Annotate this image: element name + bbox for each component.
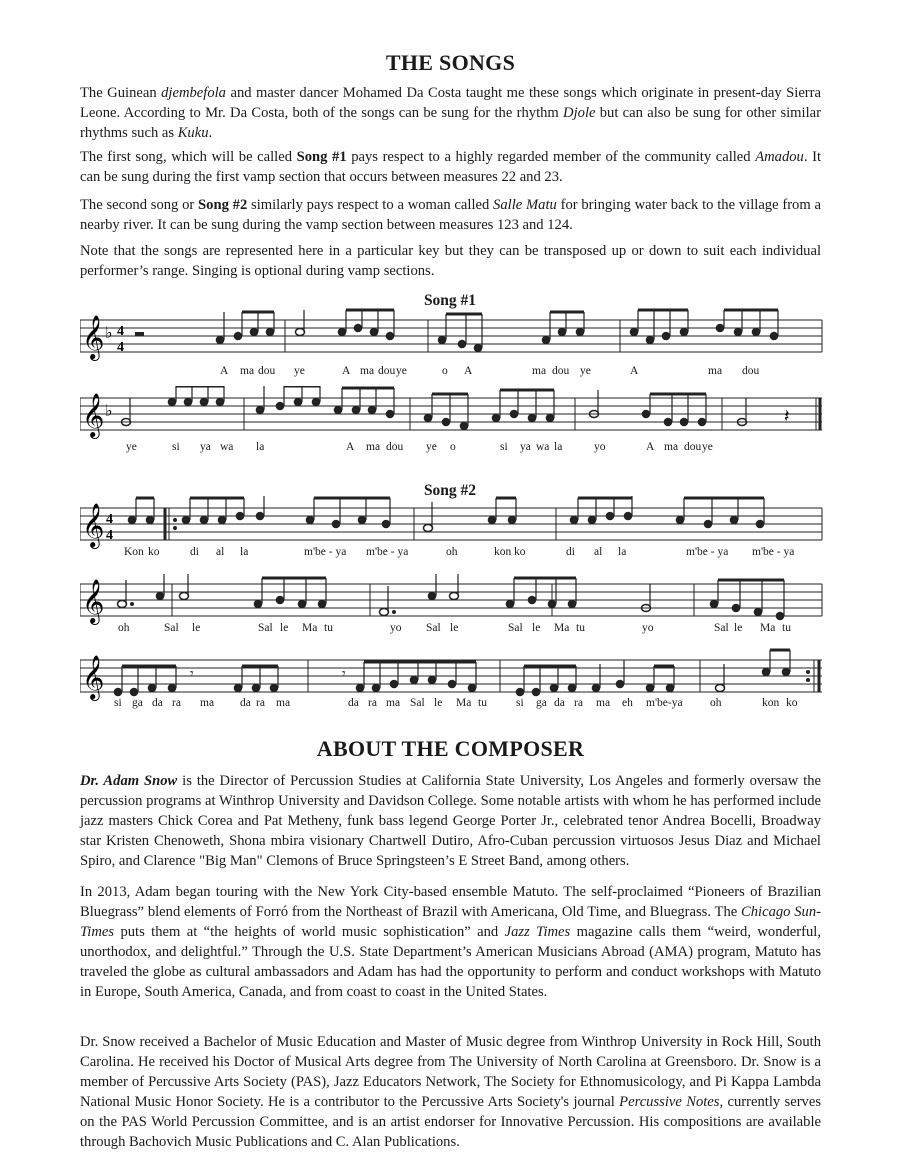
text-run: Chicago Sun-Times	[80, 904, 821, 940]
lyric-syllable: ga	[132, 697, 143, 709]
lyric-syllable: ye	[126, 441, 137, 453]
lyric-syllable: Ma	[760, 622, 776, 634]
lyric-syllable: le	[532, 622, 541, 634]
songs-intro-paragraph-1	[80, 83, 821, 143]
lyric-syllable: da	[240, 697, 251, 709]
songs-intro-paragraph-4	[80, 241, 821, 281]
text-run: pays respect to a highly regarded member of the community called	[346, 149, 756, 165]
staff-lines	[80, 320, 822, 352]
lyric-syllable: Sal	[426, 622, 441, 634]
song1-beams-1	[242, 310, 778, 314]
lyric-syllable: Sal	[258, 622, 273, 634]
lyric-syllable: dou	[684, 441, 702, 453]
lyric-syllable: A	[646, 441, 655, 453]
svg-text:𝄞: 𝄞	[82, 503, 105, 547]
svg-text:𝄞: 𝄞	[82, 579, 105, 623]
composer-bio-paragraph-1	[80, 771, 821, 871]
lyric-syllable: da	[348, 697, 359, 709]
lyric-syllable: al	[216, 546, 225, 558]
text-run: .	[208, 125, 213, 141]
lyric-syllable: si	[516, 697, 524, 709]
text-run: Amadou	[755, 149, 804, 165]
lyric-syllable: m'be - ya	[304, 546, 347, 558]
lyric-syllable: da	[554, 697, 565, 709]
lyric-syllable: dou	[378, 365, 396, 377]
lyric-syllable: si	[172, 441, 180, 453]
flat-sign: ♭	[105, 323, 113, 342]
lyric-syllable: ma	[360, 365, 375, 377]
lyric-syllable: ma	[386, 697, 401, 709]
composer-heading: ABOUT THE COMPOSER	[316, 736, 585, 761]
text-run: but can also be sung for other similar rhythms such as	[80, 105, 821, 141]
quarter-rest: 𝄽	[784, 406, 790, 427]
lyric-syllable: Sal	[410, 697, 425, 709]
lyric-syllable: dou	[552, 365, 570, 377]
lyric-syllable: ye	[396, 365, 407, 377]
lyric-syllable: Ma	[554, 622, 570, 634]
song1-lyrics-1	[80, 365, 821, 383]
song1-stems-1	[224, 310, 778, 348]
songs-intro-paragraph-2	[80, 147, 821, 187]
lyric-syllable: la	[618, 546, 627, 558]
svg-text:♭: ♭	[105, 401, 113, 420]
lyric-syllable: m'be - ya	[366, 546, 409, 558]
lyric-syllable: le	[734, 622, 743, 634]
lyric-syllable: di	[190, 546, 199, 558]
lyric-syllable: A	[464, 365, 473, 377]
lyric-syllable: Sal	[714, 622, 729, 634]
text-run: and master dancer Mohamed Da Costa taught me these songs which originate in present-day Sierra Leone. According to Mr. Da Costa, both of the songs can be sung for the rhythm	[80, 85, 821, 121]
lyric-syllable: m'be - ya	[686, 546, 729, 558]
time-signature-top: 4	[117, 324, 124, 339]
text-run: puts them at “the heights of world music sophistication” and	[114, 924, 505, 940]
repeat-dot-top	[173, 518, 177, 522]
text-run: Dr. Snow received a Bachelor of Music Education and Master of Music degree from Winthrop University in Rock Hill, South Carolina. He received his Doctor of Musical Arts degree from The University of North Carolina at Greensboro. Dr. Snow is a member of Percussive Arts Society (PAS), Jazz Educators Network, The Society for Ethnomusicology, and Pi Kappa Lambda National Music Honor Society. He is a contributor to the Percussive Arts Society's journal	[80, 1034, 821, 1110]
text-run: for bringing water back to the village from a nearby river. It can be sung during the vamp section between measures 123 and 124.	[80, 197, 821, 233]
text-run: The second song or	[80, 197, 199, 213]
songs-heading: THE SONGS	[385, 50, 516, 75]
song2-lyrics-1	[80, 546, 821, 564]
lyric-syllable: ye	[702, 441, 713, 453]
lyric-syllable: yo	[390, 622, 402, 634]
lyric-syllable: la	[256, 441, 265, 453]
lyric-syllable: si	[500, 441, 508, 453]
lyric-syllable: ma	[532, 365, 547, 377]
lyric-syllable: A	[346, 441, 355, 453]
text-run: magazine calls them “weird, wonderful, unorthodox, and delightful.” Through the U.S. State Department’s American Musicians Abroad (AMA) program, Matuto has traveled the globe as cultural ambassadors and Adam has had the opportunity to perform and conduct workshops with Matuto in Europe, South America, Canada, and from coast to coast in the United States.	[80, 924, 821, 1000]
text-run: Jazz Times	[504, 924, 571, 940]
text-run: djembefola	[161, 85, 226, 101]
svg-text:4: 4	[106, 512, 113, 527]
text-run: is the Director of Percussion Studies at California State University, Los Angeles and formerly oversaw the percussion programs at Winthrop University and Davidson College. Some notable artists with whom he has performed include jazz masters Chick Corea and Pat Metheny, funk bass legend George Porter Jr., celebrated tenor Andrea Bocelli, Broadway star Kristen Chenoweth, Shona mbira visionary Chartwell Dutiro, Afro-Cuban percussion virtuosos Jesus Diaz and Michael Spiro, and Clarence "Big Man" Clemons of Bruce Springsteen’s E Street Band, among others.	[80, 773, 821, 869]
lyric-syllable: ra	[256, 697, 265, 709]
repeat-dot-bottom	[173, 526, 177, 530]
text-run: , currently serves on the PAS World Percussion Committee, and is an artist endorser for Innovative Percussion. His compositions are available through Bachovich Music Publications and C. Alan Publications.	[80, 1094, 822, 1150]
text-run: The Guinean	[80, 85, 162, 101]
text-run: In 2013, Adam began touring with the New York City-based ensemble Matuto. The self-proclaimed “Pioneers of Brazilian Bluegrass” blend elements of Forró from the Northeast of Brazil with Americana, Old Time, and Bluegrass. The	[80, 884, 821, 920]
lyric-syllable: le	[280, 622, 289, 634]
lyric-syllable: ra	[368, 697, 377, 709]
lyric-syllable: A	[220, 365, 229, 377]
lyric-syllable: tu	[478, 697, 487, 709]
text-run: Dr. Adam Snow	[80, 773, 178, 789]
text-run: similarly pays respect to a woman called	[247, 197, 494, 213]
lyric-syllable: tu	[324, 622, 333, 634]
svg-text:𝄞: 𝄞	[82, 655, 105, 699]
lyric-syllable: oh	[710, 697, 722, 709]
lyric-syllable: oh	[118, 622, 130, 634]
text-run: Percussive Notes	[619, 1094, 720, 1110]
lyric-syllable: ma	[276, 697, 291, 709]
lyric-syllable: ye	[294, 365, 305, 377]
song2-lyrics-3	[80, 697, 821, 715]
lyric-syllable: eh	[622, 697, 633, 709]
text-run: Salle Matu	[493, 197, 557, 213]
lyric-syllable: ye	[426, 441, 437, 453]
lyric-syllable: la	[240, 546, 249, 558]
lyric-syllable: oh	[446, 546, 458, 558]
lyric-syllable: ma	[664, 441, 679, 453]
song1-lyrics-2	[80, 441, 821, 459]
lyric-syllable: A	[630, 365, 639, 377]
text-run: The first song, which will be called	[80, 149, 297, 165]
svg-text:𝄾: 𝄾	[190, 666, 194, 682]
songs-intro-paragraph-3	[80, 195, 821, 235]
lyric-syllable: le	[434, 697, 443, 709]
lyric-syllable: tu	[782, 622, 791, 634]
text-run: Note that the songs are represented here in a particular key but they can be transposed up or down to suit each individual performer’s range. Singing is optional during vamp sections.	[80, 243, 821, 279]
treble-clef: 𝄞	[82, 315, 105, 359]
composer-bio-paragraph-3	[80, 1032, 821, 1152]
lyric-syllable: ma	[240, 365, 255, 377]
lyric-syllable: wa	[536, 441, 550, 453]
lyric-syllable: ma	[366, 441, 381, 453]
lyric-syllable: ko	[786, 697, 798, 709]
composer-bio-paragraph-2	[80, 882, 821, 1002]
lyric-syllable: tu	[576, 622, 585, 634]
lyric-syllable: o	[442, 365, 448, 377]
lyric-syllable: dou	[742, 365, 760, 377]
lyric-syllable: m'be-ya	[646, 697, 683, 709]
lyric-syllable: o	[450, 441, 456, 453]
lyric-syllable: Sal	[508, 622, 523, 634]
lyric-syllable: al	[594, 546, 603, 558]
text-run: Song #1	[296, 149, 347, 165]
lyric-syllable: yo	[642, 622, 654, 634]
song1-title: Song #1	[423, 292, 477, 309]
svg-text:4: 4	[106, 528, 113, 543]
text-run: Kuku	[177, 125, 209, 141]
song2-title: Song #2	[423, 482, 477, 499]
lyric-syllable: ko	[148, 546, 160, 558]
lyric-syllable: Ma	[302, 622, 318, 634]
text-run: . It can be sung during the first vamp section that occurs between measures 22 and 23.	[80, 149, 822, 185]
lyric-syllable: kon	[762, 697, 780, 709]
lyric-syllable: dou	[386, 441, 404, 453]
song1-staff-1	[80, 308, 825, 368]
lyric-syllable: wa	[220, 441, 234, 453]
half-rest	[135, 332, 144, 336]
lyric-syllable: dou	[258, 365, 276, 377]
lyric-syllable: ga	[536, 697, 547, 709]
lyric-syllable: ya	[200, 441, 211, 453]
lyric-syllable: le	[192, 622, 201, 634]
text-run: Song #2	[198, 197, 248, 213]
lyric-syllable: m'be - ya	[752, 546, 795, 558]
lyric-syllable: si	[114, 697, 122, 709]
lyric-syllable: da	[152, 697, 163, 709]
time-signature-bottom: 4	[117, 340, 124, 355]
lyric-syllable: di	[566, 546, 575, 558]
lyric-syllable: ko	[514, 546, 526, 558]
lyric-syllable: ya	[520, 441, 531, 453]
lyric-syllable: ra	[172, 697, 181, 709]
lyric-syllable: ye	[580, 365, 591, 377]
song1-staff-2	[80, 386, 825, 446]
lyric-syllable: le	[450, 622, 459, 634]
lyric-syllable: A	[342, 365, 351, 377]
lyric-syllable: ma	[708, 365, 723, 377]
lyric-syllable: la	[554, 441, 563, 453]
lyric-syllable: Ma	[456, 697, 472, 709]
lyric-syllable: kon	[494, 546, 512, 558]
lyric-syllable: Sal	[164, 622, 179, 634]
lyric-syllable: ra	[574, 697, 583, 709]
text-run: Djole	[563, 105, 596, 121]
lyric-syllable: ma	[200, 697, 215, 709]
lyric-syllable: yo	[594, 441, 606, 453]
song2-lyrics-2	[80, 622, 821, 640]
svg-text:𝄞: 𝄞	[82, 393, 105, 437]
lyric-syllable: ma	[596, 697, 611, 709]
lyric-syllable: Kon	[124, 546, 144, 558]
svg-text:𝄾: 𝄾	[342, 666, 346, 682]
